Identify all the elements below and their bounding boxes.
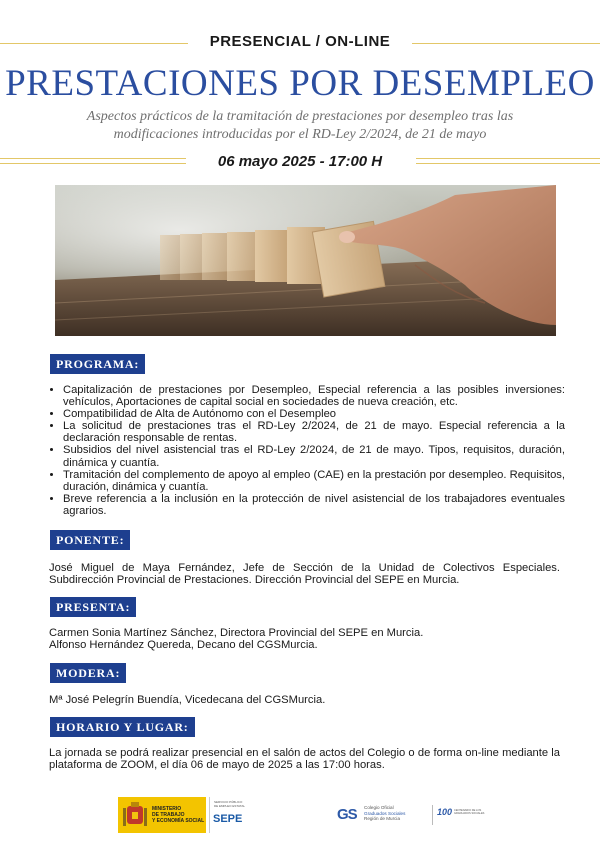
section-label-ponente: PONENTE: [50,530,130,550]
presenta-line-2: Alfonso Hernández Quereda, Decano del CGSMurcia. [49,639,318,652]
gs-mark: GS [337,806,357,823]
centenario-logo [432,805,489,825]
list-item: • Breve referencia a la inclusión en la protección de nivel asistencial de los trabajadores eventuales agrarios. [63,493,565,517]
colegio-line-3: Región de Murcia [364,816,401,822]
subtitle-line-1: Aspectos prácticos de la tramitación de prestaciones por desempleo tras las [86,109,514,124]
colegio-logo [337,805,427,825]
ministerio-logo [118,797,206,833]
wooden-blocks-illustration [55,185,556,336]
presenta-line-1: Carmen Sonia Martínez Sánchez, Directora Provincial del SEPE en Murcia. [49,627,424,639]
horario-text: La jornada se podrá realizar presencial en el salón de actos del Colegio o de forma on-line mediante la plataforma de ZOOM, el día 06 de mayo de 2025 a las 17:00 horas. [49,747,560,772]
programa-list [49,384,565,517]
subtitle-line-2: modificaciones introducidas por el RD-Ley 2/2024, de 21 de mayo [113,127,487,142]
ponente-text: José Miguel de Maya Fernández, Jefe de Sección de la Unidad de Colectivos Especiales. Subdirección Provincial de Prestaciones. Dirección Provincial del SEPE en Murcia. [49,562,560,587]
section-label-horario: HORARIO Y LUGAR: [50,717,195,737]
centenario-text: CENTENARIO DE LOS GRADUADOS SOCIALES [454,809,485,816]
event-date: 06 mayo 2025 - 17:00 H [217,153,383,170]
page-title: PRESTACIONES POR DESEMPLEO [5,63,595,104]
section-label-presenta: PRESENTA: [50,597,136,617]
coat-of-arms-icon [122,800,148,830]
page-subtitle [50,108,550,144]
list-item: • Compatibilidad de Alta de Autónomo con el Desempleo [63,408,565,420]
sepe-text: SEPE [213,813,243,825]
modera-text: Mª José Pelegrín Buendía, Vicedecana del CGSMurcia. [49,694,326,706]
ministerio-line-1: MINISTERIO [152,806,182,812]
section-label-modera: MODERA: [50,663,126,683]
event-mode: PRESENCIAL / ON-LINE [209,33,391,50]
sepe-top-text: SERVICIO PÚBLICO DE EMPLEO ESTATAL [214,800,246,808]
centenario-number: 100 [437,807,453,817]
list-item: • Subsidios del nivel asistencial tras el RD-Ley 2/2024, de 21 de mayo. Tipos, requisitos, duración, dinámica y cuantía. [63,444,565,468]
list-item: • Capitalización de prestaciones por Desempleo, Especial referencia a las posibles inversiones: vehículos, Aportaciones de capital social en sociedades de nueva creación, etc. [63,384,565,408]
presenta-text [49,627,560,652]
ministerio-line-3: Y ECONOMÍA SOCIAL [152,818,205,824]
section-label-programa: PROGRAMA: [50,354,145,374]
sepe-logo [209,797,246,833]
list-item: • Tramitación del complemento de apoyo al empleo (CAE) en la prestación por desempleo. Requisitos, duración, dinámica y cuantía. [63,469,565,493]
hero-image [55,185,556,336]
colegio-line-2: Graduados Sociales [364,810,406,816]
list-item: • La solicitud de prestaciones tras el RD-Ley 2/2024, de 21 de mayo. Especial referencia a la declaración responsable de rentas. [63,420,565,444]
ministerio-line-2: DE TRABAJO [152,812,185,818]
colegio-line-1: Colegio Oficial [364,805,394,810]
